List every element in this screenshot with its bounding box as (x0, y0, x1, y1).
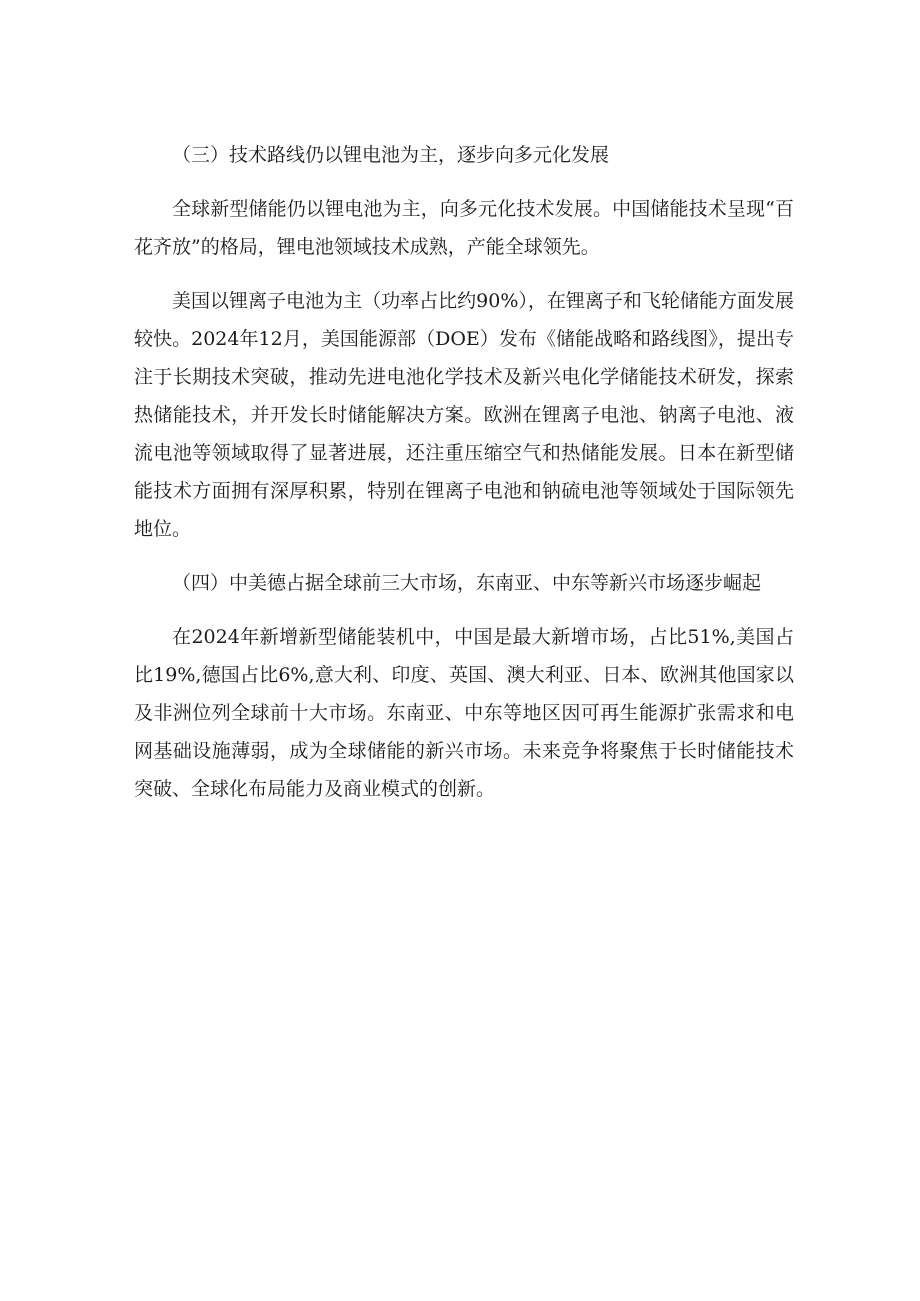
section-heading-3: （三）技术路线仍以锂电池为主，逐步向多元化发展 (172, 144, 610, 166)
paragraph-market-share: 在2024年新增新型储能装机中，中国是最大新增市场，占比51%,美国占比19%,德国占比6%,意大利、印度、英国、澳大利亚、日本、欧洲其他国家以及非洲位列全球前十大市场。东南亚、中东等地区因可再生能源扩张需求和电网基础设施薄弱，成为全球储能的新兴市场。未来竞争将聚焦于长时储能技术突破、全球化布局能力及商业模式的创新。 (134, 626, 794, 800)
paragraph-storage-overview: 全球新型储能仍以锂电池为主，向多元化技术发展。中国储能技术呈现“百花齐放”的格局，锂电池领域技术成熟，产能全球领先。 (134, 198, 794, 258)
document-body (134, 136, 794, 824)
section-heading-4: （四）中美德占据全球前三大市场，东南亚、中东等新兴市场逐步崛起 (172, 572, 762, 594)
paragraph-regional-tech: 美国以锂离子电池为主（功率占比约90%），在锂离子和飞轮储能方面发展较快。2024年12月，美国能源部（DOE）发布《储能战略和路线图》，提出专注于长期技术突破，推动先进电池化学技术及新兴电化学储能技术研发，探索热储能技术，并开发长时储能解决方案。欧洲在锂离子电池、钠离子电池、液流电池等领域取得了显著进展，还注重压缩空气和热储能发展。日本在新型储能技术方面拥有深厚积累，特别在锂离子电池和钠硫电池等领域处于国际领先地位。 (134, 290, 794, 540)
